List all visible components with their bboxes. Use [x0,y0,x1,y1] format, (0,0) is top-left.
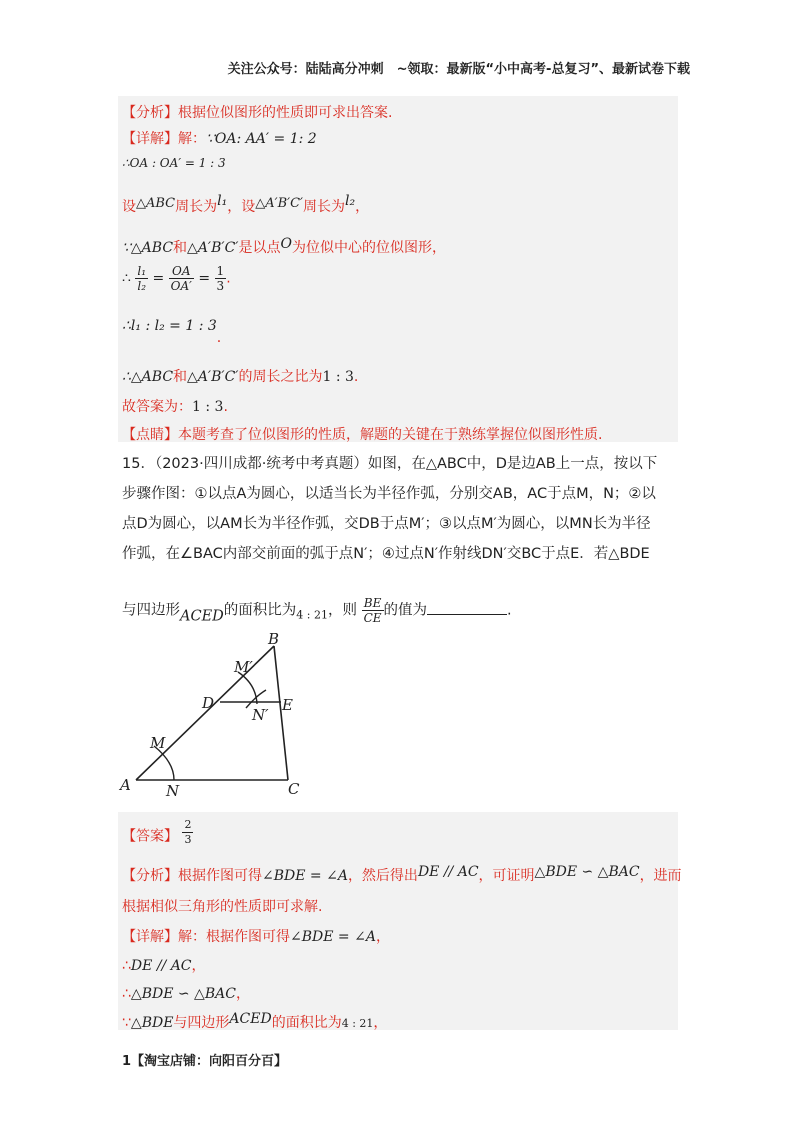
question-15-line-4: 作弧，在∠BAC内部交前面的弧于点N′；④过点N′作射线DN′交BC于点E．若△BDE [122,546,650,562]
question-15-text [122,449,678,569]
question-15-line-5: 与四边形ACED的面积比为$_{4 : 21}$，则 $\frac{BE}{CE}$ 的值为 . [122,596,512,625]
label-M-prime: M′ [234,658,253,676]
page-footer: 1【淘宝店铺：向阳百分百】 [122,1054,288,1069]
answer-line-15: 【答案】 $\frac{2}{3}$ [122,818,192,846]
label-B: B [268,632,280,648]
comment-line-14: 【点睛】本题考查了位似图形的性质，解题的关键在于熟练掌握位似图形性质. [122,427,603,443]
question-15-line-3: 点D为圆心，以AM长为半径作弧，交DB于点M′；③以点M′为圆心，以MN长为半径 [122,516,651,532]
parallel-line: ∴DE // AC， [122,958,206,974]
analysis-line-15-b: 根据相似三角形的性质即可求解. [122,899,323,915]
question-15-line-1: 15．（2023·四川成都·统考中考真题）如图，在△ABC中，D是边AB上一点，按以下 [122,456,658,472]
perimeter-ratio-line: ∴l₁ : l₂ = 1 : 3. [122,318,222,346]
label-C: C [288,780,300,798]
similar-figures-line: ∵△ABC和△A′B′C′是以点O为位似中心的位似图形， [122,236,446,256]
label-M: M [150,734,166,752]
conclusion-line-14: ∴△ABC和△A′B′C′的周长之比为1 : 3. [122,369,359,385]
ratio-line: ∴OA : OA′ = 1 : 3 [122,156,226,170]
label-N-prime: N′ [252,706,269,724]
question-15-line-2: 步骤作图：①以点A为圆心，以适当长为半径作弧，分别交AB，AC于点M，N；②以 [122,486,656,502]
fraction-line: ∴ $\frac{\text{l₁}}{\text{l₂}}$ = $\frac{OA}{OA'}$ = $\frac{1}{3}$ . [122,264,231,293]
analysis-line-14: 【分析】根据位似图形的性质即可求出答案. [122,105,393,121]
label-D: D [202,694,215,712]
answer-blank[interactable] [427,600,507,615]
label-E: E [282,696,293,714]
label-A: A [120,776,131,794]
detail-line-14: 【详解】解：∵OA: AA′ = 1: 2 [122,131,317,147]
analysis-line-15: 【分析】根据作图可得∠BDE = ∠A，然后得出DE // AC，可证明△BDE ∽ △BAC，进而 [122,864,682,884]
triangle-figure [116,632,356,802]
area-ratio-line: ∵△BDE与四边形ACED的面积比为4 : 21， [122,1011,388,1031]
page-header: 关注公众号：陆陆高分冲刺 ~领取：最新版“小中高考-总复习”、最新试卷下载 [227,62,690,77]
answer-line-14: 故答案为：1 : 3. [122,399,228,415]
detail-line-15: 【详解】解：根据作图可得∠BDE = ∠A， [122,929,390,945]
similar-line: ∴△BDE ∽ △BAC， [122,986,250,1002]
label-N: N [166,782,180,800]
perimeter-define-line: 设△ABC周长为l₁，设△A′B′C′周长为l₂， [122,193,370,215]
